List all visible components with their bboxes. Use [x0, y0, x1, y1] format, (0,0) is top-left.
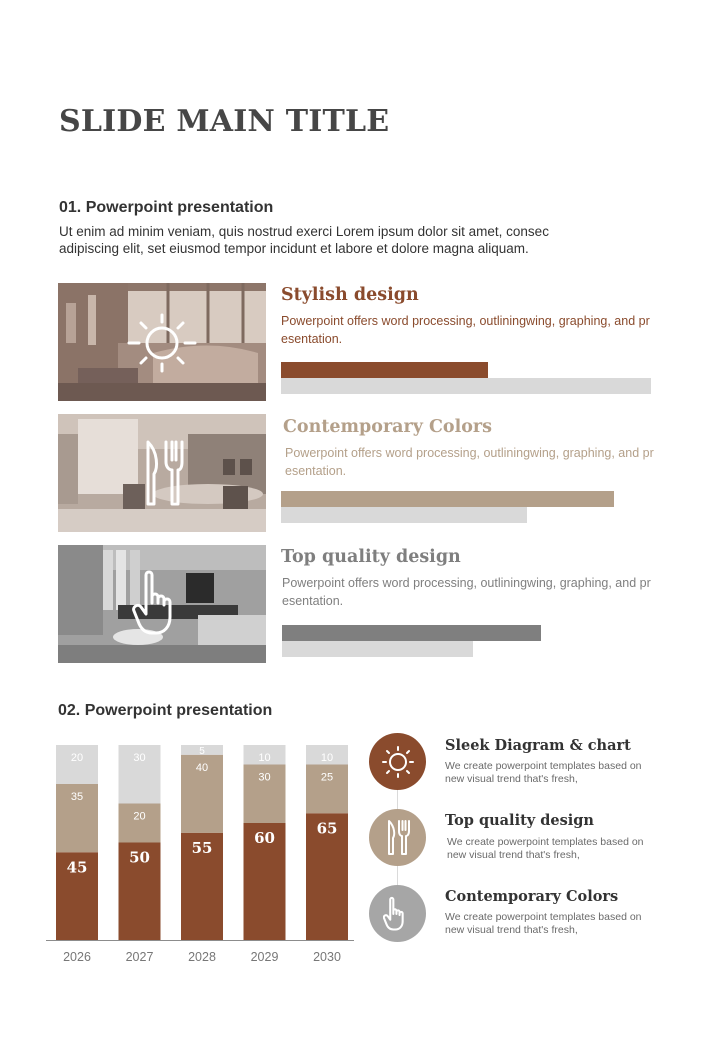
feature-desc-3: Powerpoint offers word processing, outliningwing, graphing, and presentation.	[282, 576, 651, 608]
data-label-2028-3: 5	[199, 746, 205, 757]
legend-circle-1	[369, 733, 426, 790]
fork-knife-icon	[140, 438, 184, 510]
legend-desc-1-line-1: We create powerpoint templates based on	[445, 760, 642, 772]
data-label-2026-1: 45	[66, 858, 88, 877]
feature-desc-1: Powerpoint offers word processing, outliningwing, graphing, and presentation.	[281, 314, 650, 346]
legend-circle-3	[369, 885, 426, 942]
legend-desc-3	[445, 911, 660, 937]
sun-icon	[124, 313, 200, 373]
section-1-body-line-1: Ut enim ad minim veniam, quis nostrud exerci Lorem ipsum dolor sit amet, consec	[59, 224, 549, 239]
data-label-2030-1: 65	[316, 819, 338, 838]
legend-title-3: Contemporary Colors	[445, 888, 619, 905]
x-tick-label-2030: 2030	[313, 950, 341, 964]
legend-desc-2-line-1: We create powerpoint templates based on	[447, 836, 644, 848]
pointing-hand-icon	[132, 569, 190, 637]
x-tick-label-2026: 2026	[63, 950, 91, 964]
data-label-2028-1: 55	[191, 838, 213, 857]
legend-circle-2	[369, 809, 426, 866]
section-1-body-line-2: adipiscing elit, set eiusmod tempor incidunt et labore et dolore magna aliquam.	[59, 241, 529, 256]
legend-desc-3-line-2: new visual trend that's fresh,	[445, 924, 578, 936]
feature-title-2: Contemporary Colors	[283, 417, 493, 437]
data-label-2027-2: 20	[133, 810, 146, 823]
data-label-2026-2: 35	[70, 791, 84, 803]
x-tick-label-2027: 2027	[125, 950, 154, 964]
x-tick-label-2028: 2028	[188, 950, 216, 964]
legend-desc-1	[445, 760, 660, 786]
bar-segment-2026-3	[56, 745, 98, 784]
feature-title-1: Stylish design	[281, 285, 419, 305]
feature-bar-track-3	[282, 641, 473, 657]
legend-desc-3-line-1: We create powerpoint templates based on	[445, 911, 642, 923]
data-label-2027-3: 30	[133, 752, 146, 764]
data-label-2027-1: 50	[129, 848, 150, 867]
stacked-bar-chart	[40, 738, 360, 970]
data-label-2029-3: 10	[258, 752, 271, 764]
section-2-heading: 02. Powerpoint presentation	[58, 702, 273, 719]
data-label-2026-3: 20	[70, 752, 84, 764]
feature-title-3: Top quality design	[281, 547, 461, 567]
data-label-2029-1: 60	[254, 829, 275, 847]
feature-desc-2: Powerpoint offers word processing, outliningwing, graphing, and presentation.	[285, 446, 654, 478]
data-label-2029-2: 30	[258, 771, 271, 784]
data-label-2028-2: 40	[195, 761, 209, 774]
section-1-heading: 01. Powerpoint presentation	[59, 199, 274, 216]
sun-icon	[381, 745, 415, 779]
feature-photo-lounge	[58, 545, 266, 663]
feature-bar-track-2	[281, 507, 527, 523]
feature-bar-2	[281, 491, 614, 507]
feature-bar-track-1	[281, 378, 651, 394]
slide-title: SLIDE MAIN TITLE	[59, 104, 390, 139]
data-label-2030-2: 25	[320, 771, 334, 784]
x-tick-label-2029: 2029	[250, 950, 279, 964]
bar-segment-2027-2	[119, 804, 161, 843]
feature-photo-living-room	[58, 283, 266, 401]
data-label-2030-3: 10	[320, 752, 334, 764]
legend-desc-1-line-2: new visual trend that's fresh,	[445, 773, 578, 785]
legend-title-2: Top quality design	[445, 812, 594, 829]
feature-photo-dining-room	[58, 414, 266, 532]
fork-knife-icon	[385, 819, 411, 857]
legend-desc-2	[447, 836, 662, 862]
pointing-hand-icon	[383, 896, 413, 932]
section-1-body	[59, 223, 619, 257]
feature-bar-3	[282, 625, 541, 641]
legend-title-1: Sleek Diagram & chart	[445, 737, 631, 754]
legend-desc-2-line-2: new visual trend that's fresh,	[447, 849, 580, 861]
feature-bar-1	[281, 362, 488, 378]
